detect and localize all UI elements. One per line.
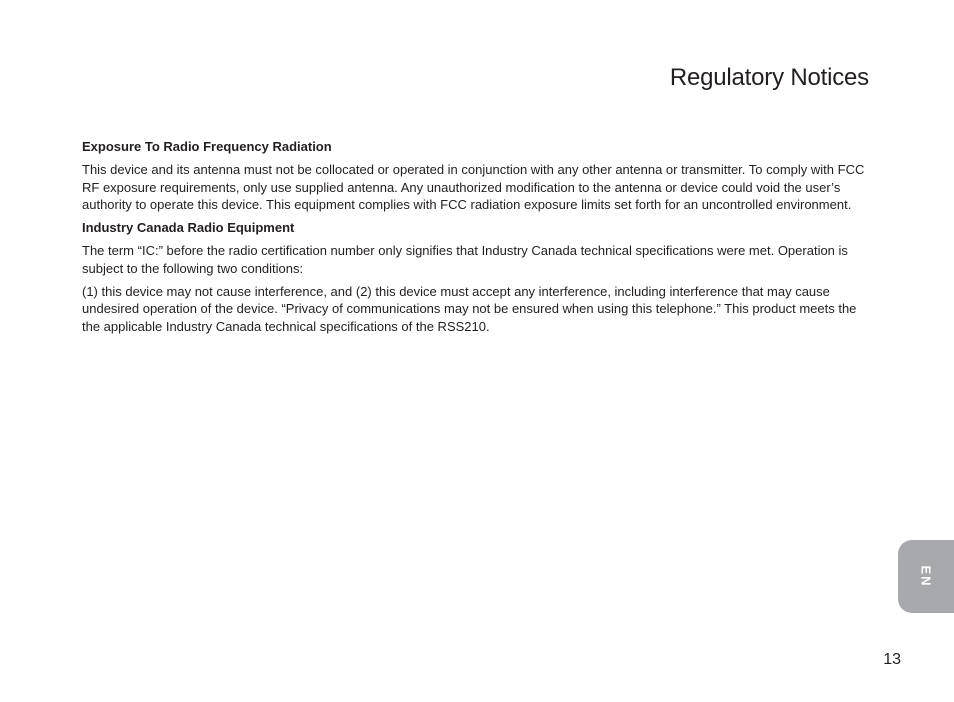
language-tab-label: EN <box>918 565 934 588</box>
section-heading: Industry Canada Radio Equipment <box>82 220 295 236</box>
page-number: 13 <box>883 651 901 668</box>
section-industry-canada <box>82 219 874 335</box>
section-heading: Exposure To Radio Frequency Radiation <box>82 139 332 154</box>
page-title: Regulatory Notices <box>669 64 869 91</box>
paragraph: The term “IC:” before the radio certification number only signifies that Industry Canada technical specifications were met. Operation is subject to the following two conditions: <box>82 243 848 276</box>
paragraph: This device and its antenna must not be collocated or operated in conjunction with any other antenna or transmitter. To comply with FCC RF exposure requirements, only use supplied antenna. Any unauthorized modification to the antenna or device could void the user’s authority to operate this device. This equipment complies with FCC radiation exposure limits set forth for an uncontrolled environment. <box>82 162 865 212</box>
paragraph: (1) this device may not cause interference, and (2) this device must accept any interference, including interference that may cause undesired operation of the device. “Privacy of communications may not be ensured when using this telephone.” This product meets the the applicable Industry Canada technical specifications of the RSS210. <box>82 284 857 334</box>
section-rf-exposure <box>82 138 874 213</box>
document-body <box>82 138 874 341</box>
language-tab <box>898 540 954 613</box>
